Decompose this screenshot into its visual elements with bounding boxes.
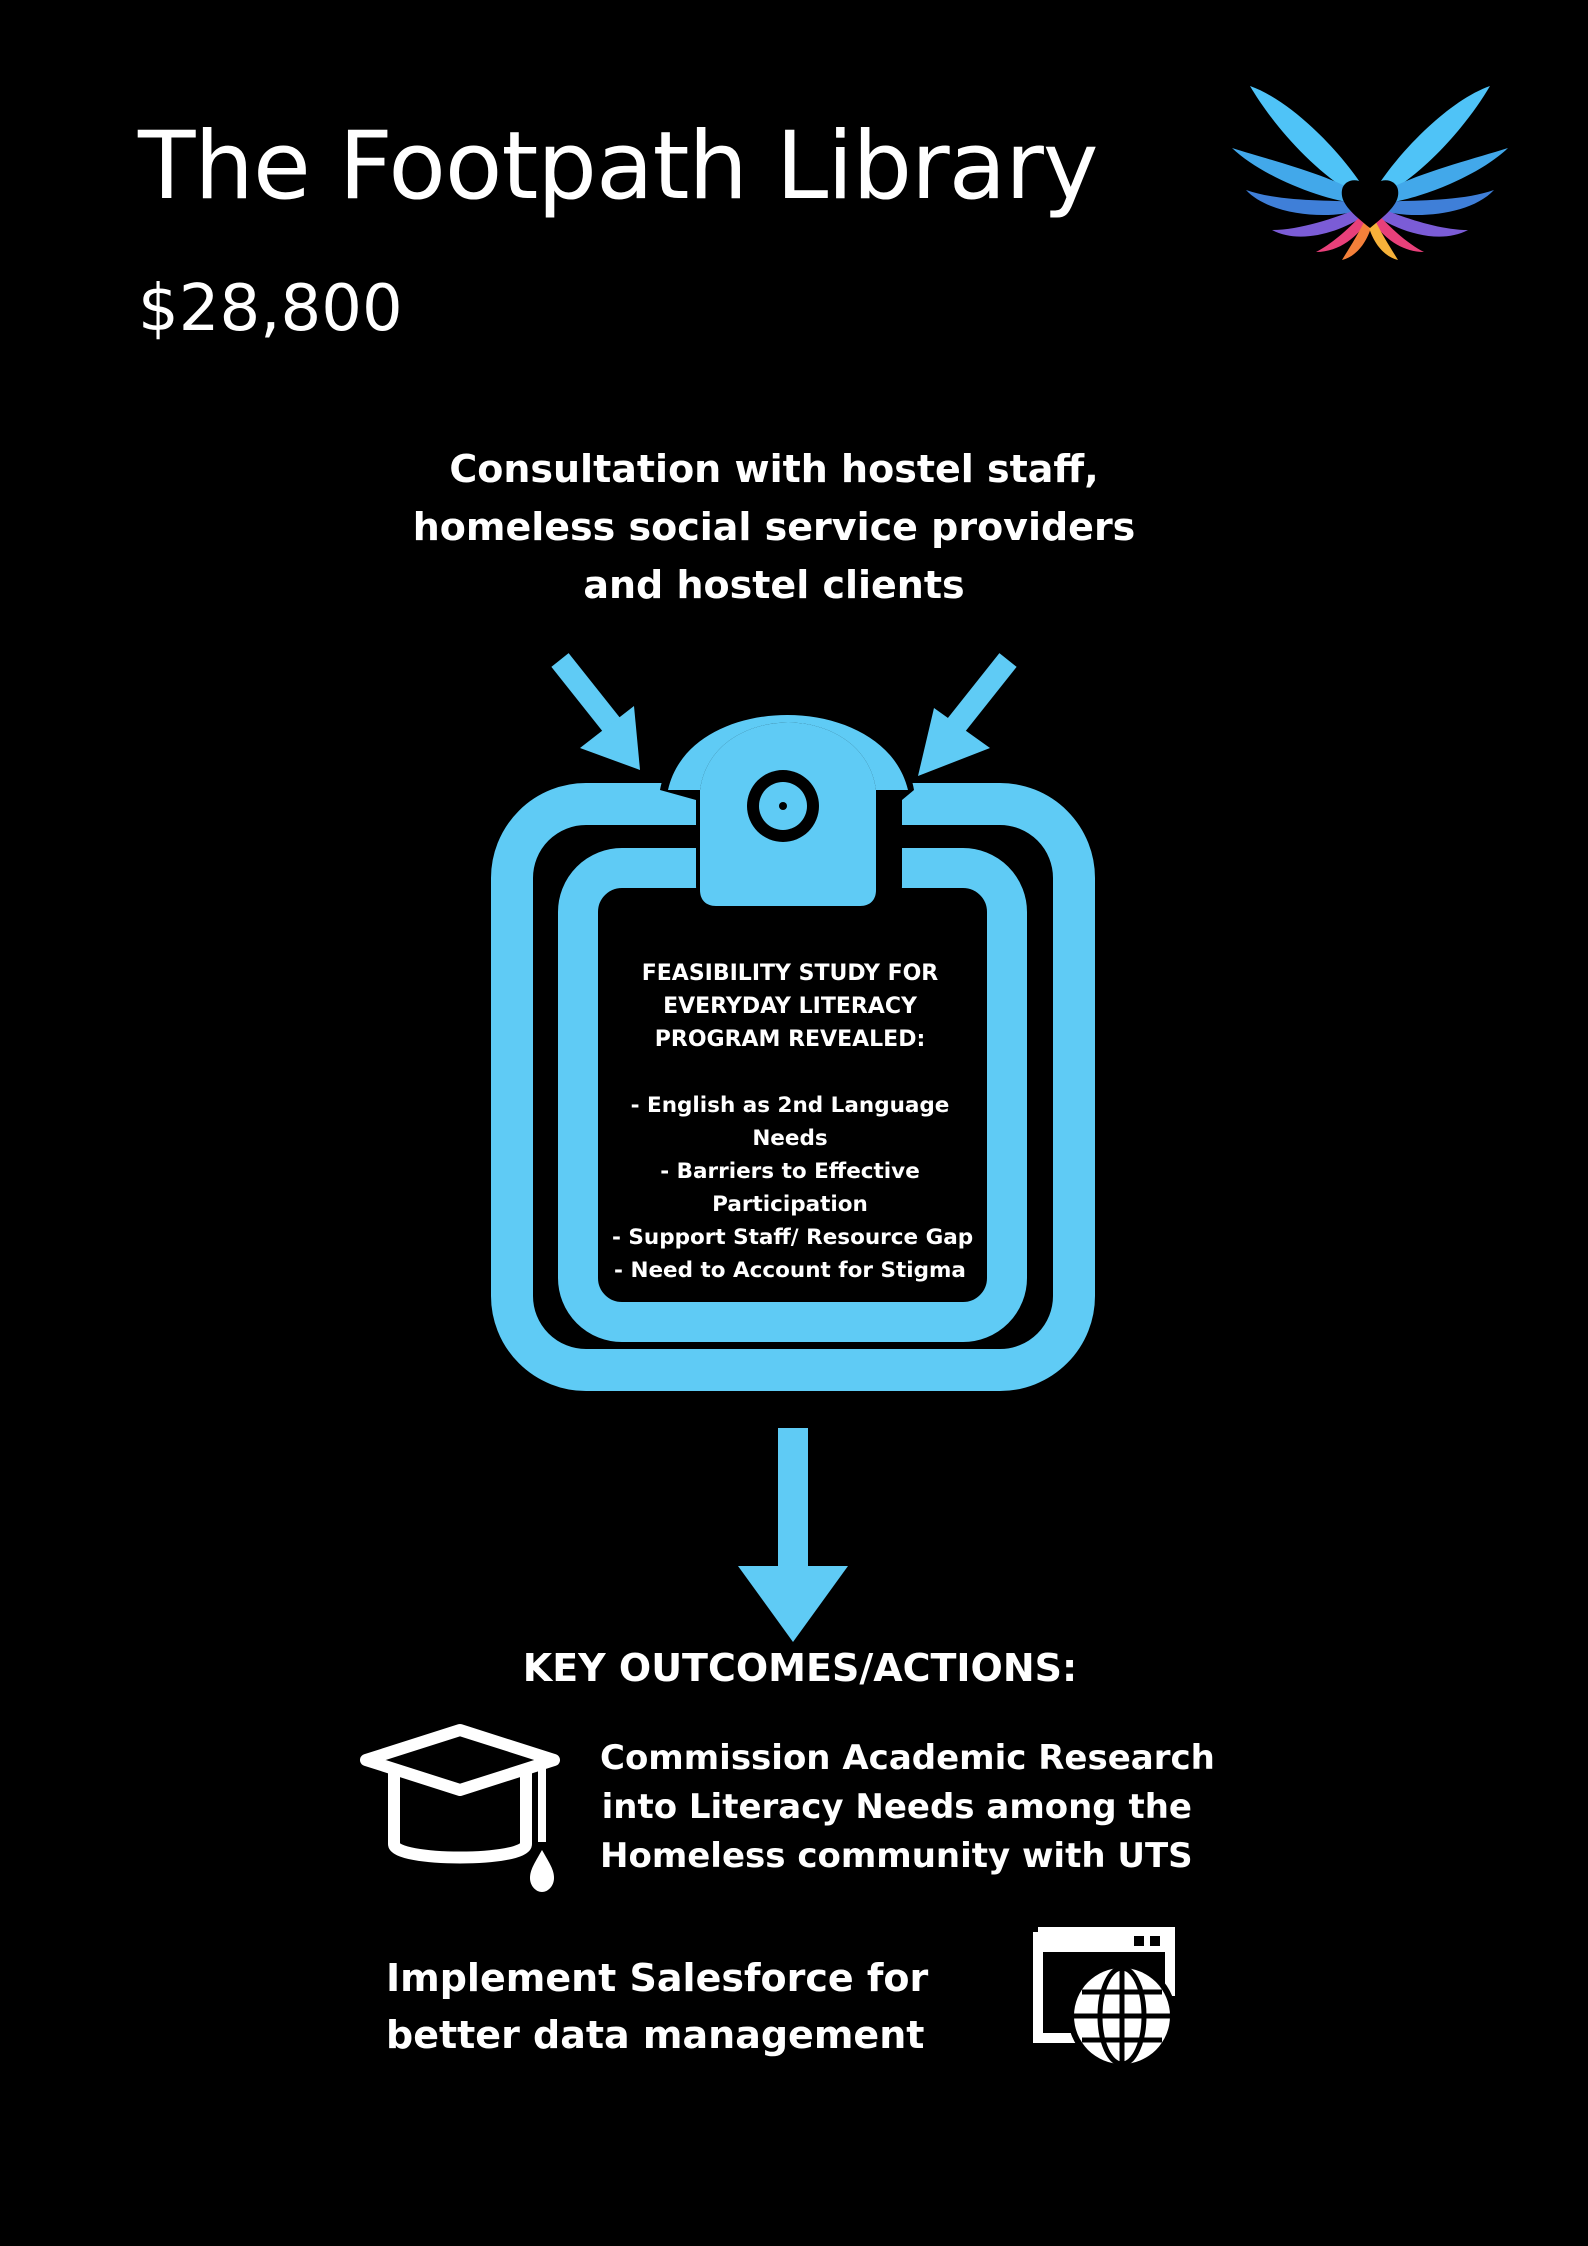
salesforce-line: better data management bbox=[386, 2013, 925, 2057]
research-line: Commission Academic Research bbox=[600, 1738, 1215, 1778]
consultation-line: and hostel clients bbox=[583, 563, 965, 607]
funding-amount: $28,800 bbox=[138, 272, 403, 346]
output-arrow-icon bbox=[738, 1428, 848, 1642]
consultation-line: Consultation with hostel staff, bbox=[449, 447, 1099, 491]
left-input-arrow-icon bbox=[560, 660, 640, 770]
salesforce-action bbox=[386, 1950, 946, 2064]
consultation-line: homeless social service providers bbox=[412, 505, 1136, 549]
feasibility-study-summary bbox=[612, 957, 974, 1287]
right-input-arrow-icon bbox=[918, 660, 1008, 776]
study-heading-line: EVERYDAY LITERACY bbox=[663, 994, 917, 1019]
graduation-cap-icon bbox=[358, 1716, 562, 1896]
study-heading-line: FEASIBILITY STUDY FOR bbox=[641, 961, 939, 986]
research-line: Homeless community with UTS bbox=[600, 1836, 1193, 1876]
study-spacer bbox=[612, 1056, 968, 1089]
key-outcomes-heading: KEY OUTCOMES/ACTIONS: bbox=[522, 1646, 1078, 1690]
page-title: The Footpath Library bbox=[138, 112, 1098, 221]
study-finding-line: - Need to Account for Stigma bbox=[614, 1258, 966, 1283]
study-heading-line: PROGRAM REVEALED: bbox=[654, 1027, 926, 1052]
salesforce-line: Implement Salesforce for bbox=[386, 1956, 929, 2000]
study-finding-line: Participation bbox=[712, 1192, 868, 1217]
study-finding-line: - English as 2nd Language bbox=[630, 1093, 950, 1118]
research-line: into Literacy Needs among the bbox=[601, 1787, 1192, 1827]
study-finding-line: Needs bbox=[752, 1126, 828, 1151]
academic-research-action bbox=[600, 1734, 1215, 1881]
study-findings bbox=[612, 1089, 974, 1287]
web-browser-globe-icon bbox=[1032, 1926, 1178, 2072]
study-finding-line: - Support Staff/ Resource Gap bbox=[612, 1225, 974, 1250]
study-finding-line: - Barriers to Effective bbox=[660, 1159, 920, 1184]
